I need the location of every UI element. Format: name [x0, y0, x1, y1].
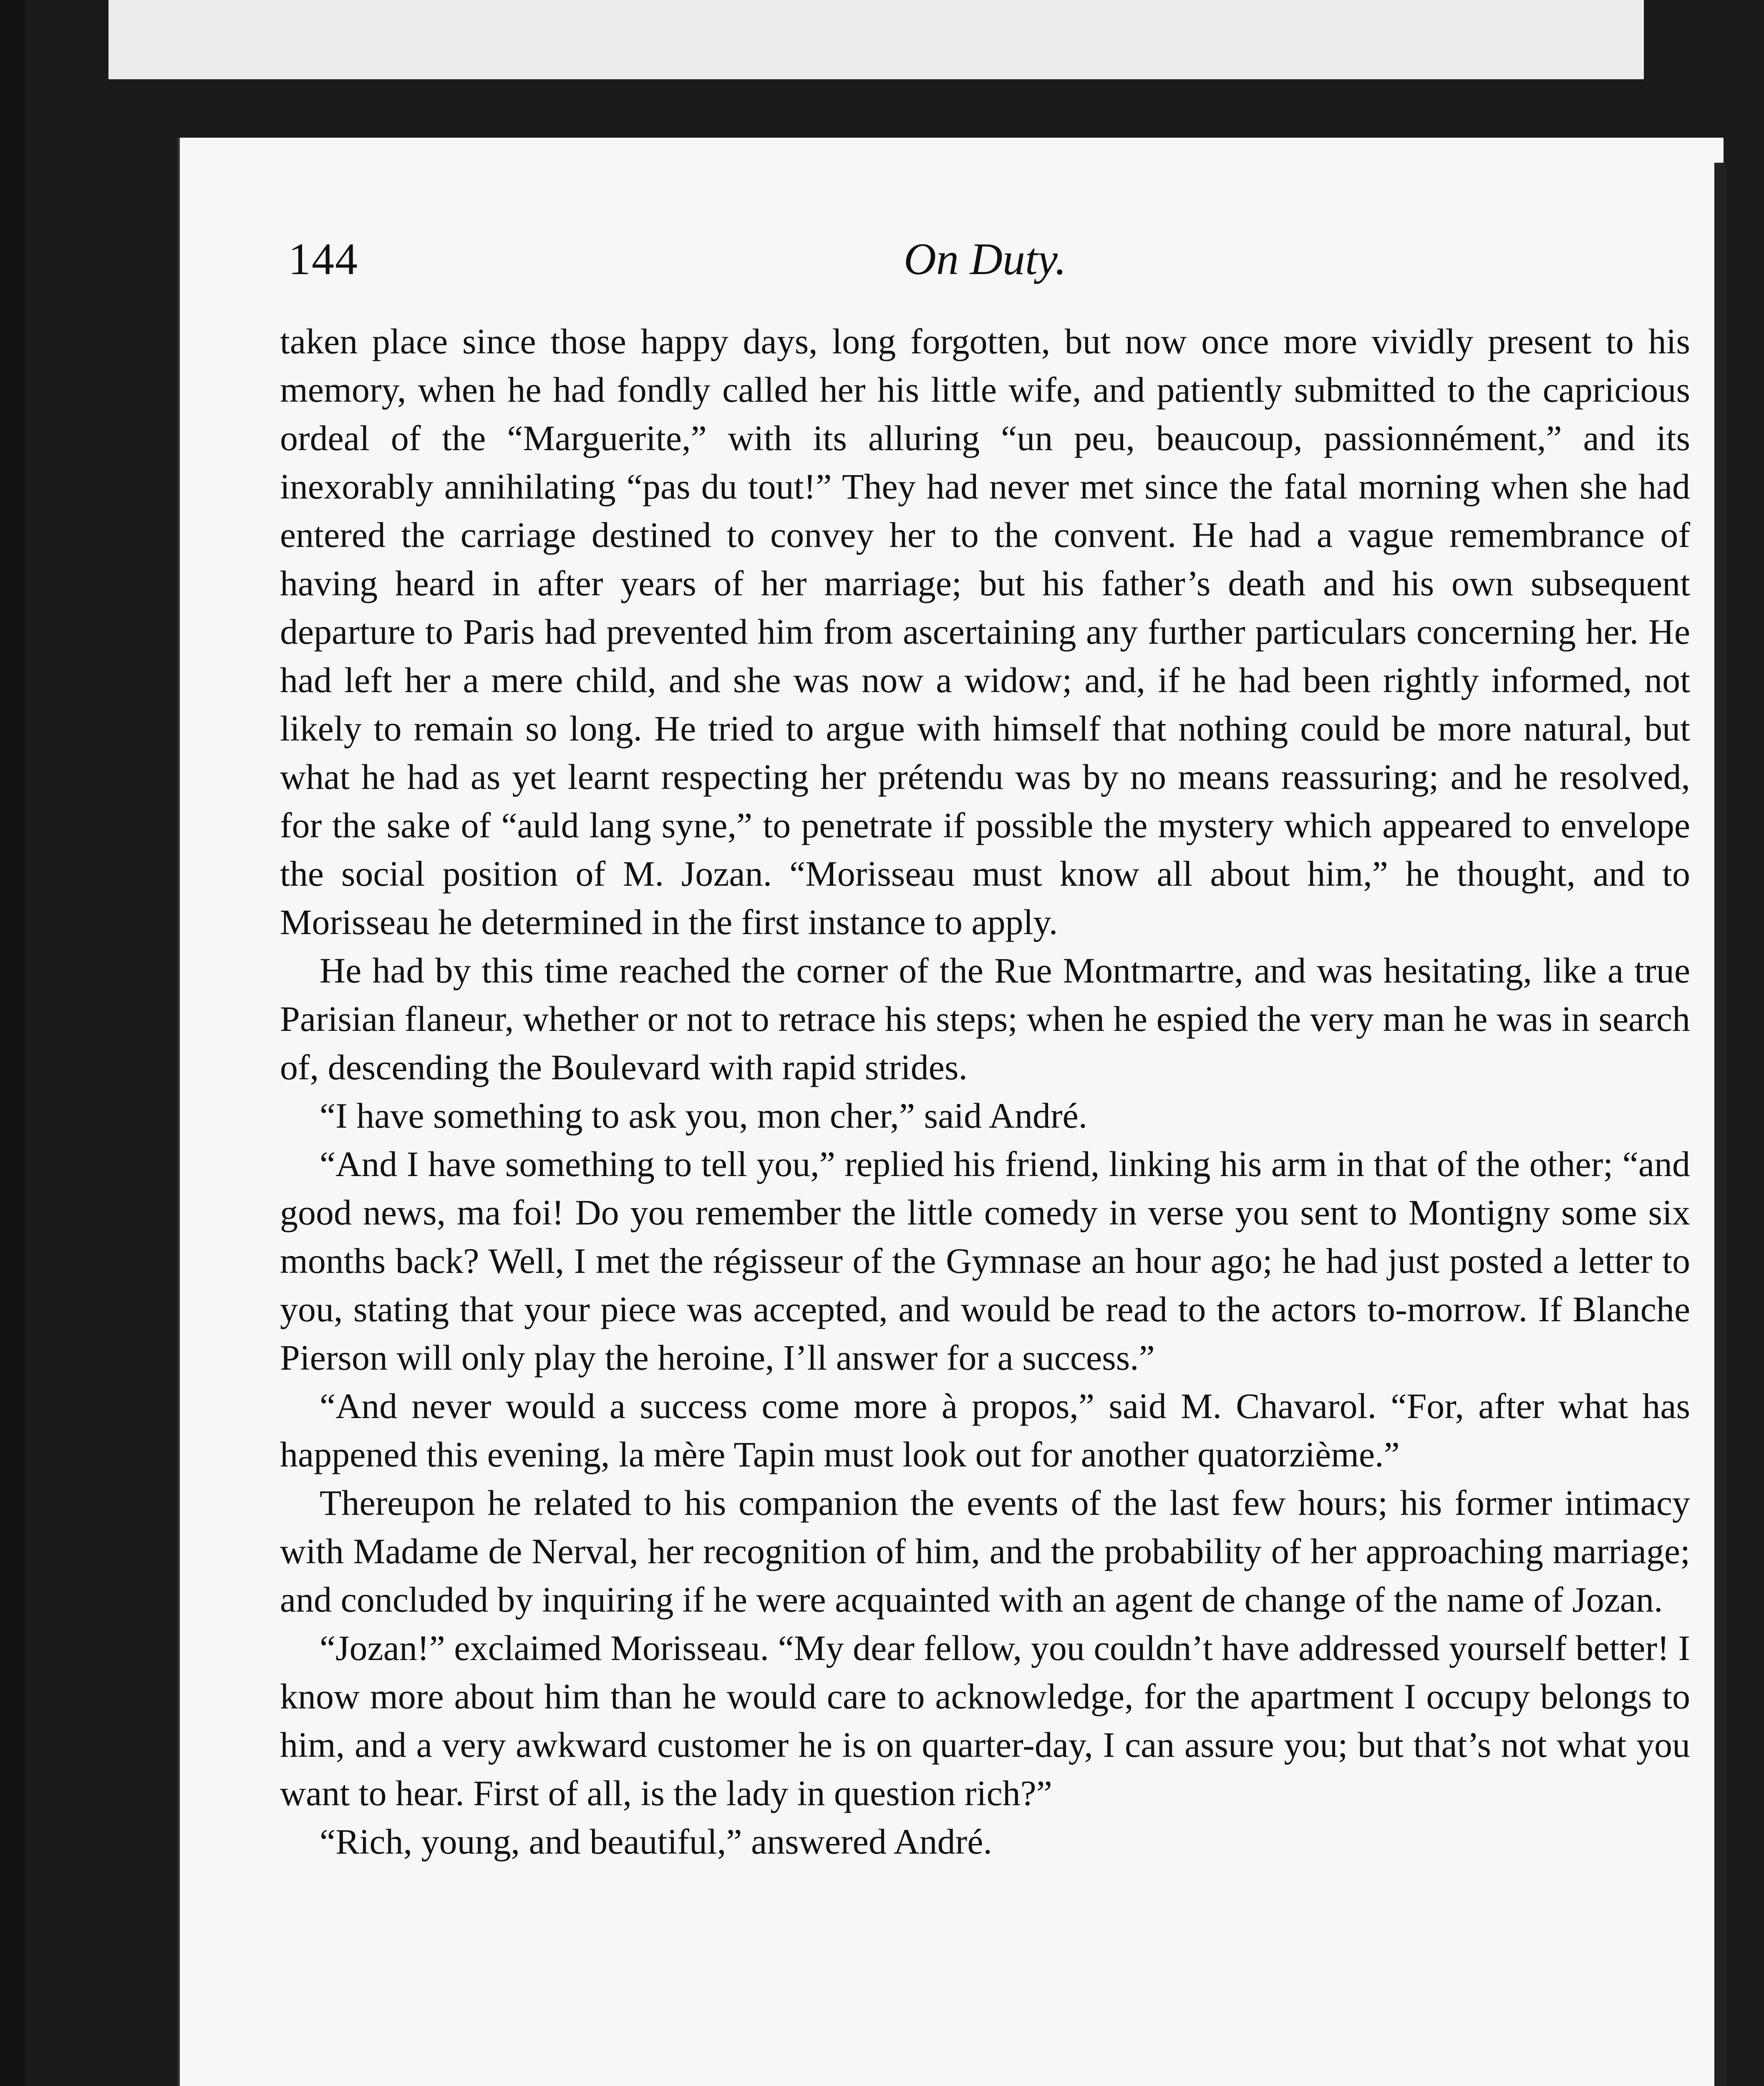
paragraph: He had by this time reached the corner of the Rue Montmartre, and was hesitating, like a true Parisian flaneur, whether or not to retrace his steps; when he espied the very man he was in search of, descending the Boulevard with rapid strides. [280, 950, 1690, 1087]
paragraph: “Rich, young, and beautiful,” answered André. [320, 1821, 992, 1862]
book-page [177, 138, 1724, 2086]
scan-left-edge [0, 0, 25, 2086]
paragraph: “And never would a success come more à propos,” said M. Chavarol. “For, after what has happened this evening, la mère Tapin must look out for another quatorzième.” [280, 1386, 1690, 1474]
paragraph: taken place since those happy days, long forgotten, but now once more vividly present to his memory, when he had fondly called her his little wife, and patiently submitted to the capricious ordeal of the “Marguerite,” with its alluring “un peu, beaucoup, passionnément,” and its inexorably annihilating “pas du tout!” They had never met since the fatal morning when she had entered the carriage destined to convey her to the convent. He had a vague remembrance of having heard in after years of her marriage; but his father’s death and his own subsequent departure to Paris had prevented him from ascertaining any further particulars concerning her. He had left her a mere child, and she was now a widow; and, if he had been rightly informed, not likely to remain so long. He tried to argue with himself that nothing could be more natural, but what he had as yet learnt respecting her prétendu was by no means reassuring; and he resolved, for the sake of “auld lang syne,” to penetrate if possible the mystery which appeared to envelope the social position of M. Jozan. “Morisseau must know all about him,” he thought, and to Morisseau he determined in the first instance to apply. [280, 321, 1690, 942]
paragraph: Thereupon he related to his companion the events of the last few hours; his former intimacy with Madame de Nerval, her recognition of him, and the probability of her approaching marriage; and concluded by inquiring if he were acquainted with an agent de change of the name of Jozan. [280, 1483, 1690, 1620]
paragraph: “Jozan!” exclaimed Morisseau. “My dear fellow, you couldn’t have addressed yourself better! I know more about him than he would care to acknowledge, for the apartment I occupy belongs to him, and a very awkward customer he is on quarter-day, I can assure you; but that’s not what you want to hear. First of all, is the lady in question rich?” [280, 1628, 1690, 1813]
previous-page-strip [108, 0, 1644, 79]
paragraph: “And I have something to tell you,” replied his friend, linking his arm in that of the other; “and good news, ma foi! Do you remember the little comedy in verse you sent to Montigny some six months back? Well, I met the régisseur of the Gymnase an hour ago; he had just posted a letter to you, stating that your piece was accepted, and would be read to the actors to-morrow. If Blanche Pierson will only play the heroine, I’ll answer for a success.” [280, 1144, 1690, 1378]
paragraph: “I have something to ask you, mon cher,” said André. [320, 1096, 1088, 1136]
body-text [280, 317, 1690, 1866]
running-head: On Duty. [904, 234, 1066, 284]
page-header [288, 234, 1682, 305]
page-number: 144 [288, 234, 358, 284]
